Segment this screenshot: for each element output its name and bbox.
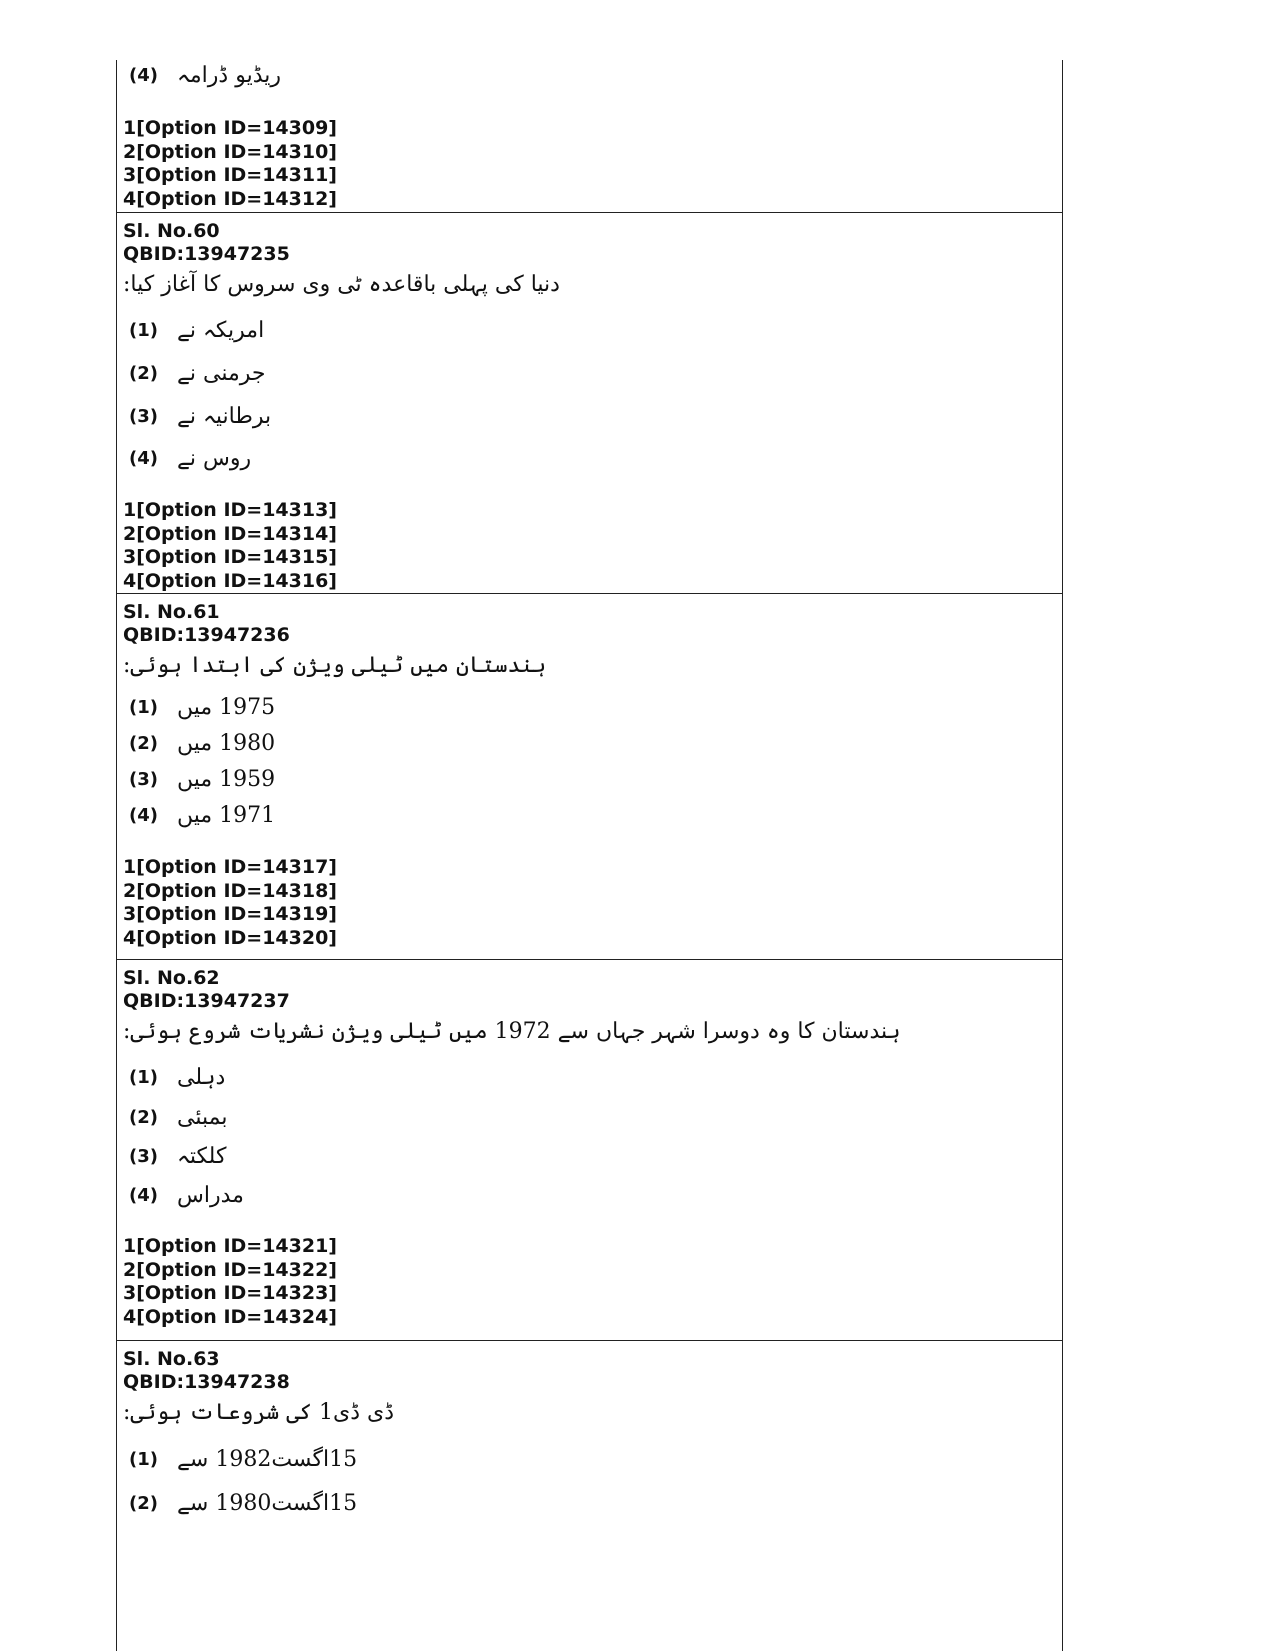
option-number: (2) (129, 1492, 158, 1514)
option-row (129, 401, 271, 431)
option-text: کلکتہ (177, 1143, 227, 1169)
option-id-list (123, 856, 337, 950)
option-id: 1[Option ID=14309] (123, 117, 337, 139)
option-id: 4[Option ID=14316] (123, 569, 337, 592)
option-text: 15اگست1982 سے (177, 1446, 358, 1472)
qbid: QBID:13947235 (123, 243, 290, 265)
question-text: ڈی ڈی1 کی شروعات ہوئی: (123, 1400, 395, 1425)
option-row (129, 728, 275, 758)
option-row (129, 1102, 227, 1132)
option-row (129, 692, 275, 722)
option-row (129, 1141, 226, 1171)
option-number: (3) (129, 405, 158, 427)
option-text: بمبئی (177, 1104, 228, 1130)
question-block-partial (117, 60, 1062, 213)
option-id: 2[Option ID=14322] (123, 1258, 337, 1281)
question-text: دنیا کی پہلی باقاعدہ ٹی وی سروس کا آغاز کیا: (123, 272, 560, 297)
option-id: 2[Option ID=14318] (123, 879, 337, 902)
option-row (129, 60, 281, 90)
option-number: (2) (129, 1106, 158, 1128)
question-block-62 (117, 960, 1062, 1341)
option-number: (4) (129, 1184, 158, 1206)
option-number: (1) (129, 1448, 158, 1470)
option-text: امریکہ نے (177, 317, 265, 343)
option-id: 1[Option ID=14321] (123, 1235, 337, 1257)
question-block-61 (117, 594, 1062, 960)
option-id: 4[Option ID=14324] (123, 1305, 337, 1328)
option-id: 3[Option ID=14323] (123, 1282, 337, 1304)
qbid: QBID:13947238 (123, 1371, 290, 1393)
option-row (129, 443, 251, 473)
option-row (129, 800, 275, 830)
option-id-list (123, 117, 337, 211)
question-text: ہندستان میں ٹیلی ویژن کی ابتدا ہوئی: (123, 653, 547, 678)
question-sheet (116, 60, 1063, 1651)
option-text: 1959 میں (177, 766, 276, 792)
option-row (129, 1444, 357, 1474)
option-id: 4[Option ID=14320] (123, 926, 337, 949)
option-number: (3) (129, 1145, 158, 1167)
serial-number: Sl. No.61 (123, 601, 220, 623)
option-id: 2[Option ID=14310] (123, 140, 337, 163)
option-text: 15اگست1980 سے (177, 1490, 358, 1516)
option-text: 1975 میں (177, 694, 276, 720)
option-number: (2) (129, 362, 158, 384)
serial-number: Sl. No.63 (123, 1348, 220, 1370)
option-row (129, 1488, 357, 1518)
option-id-list (123, 499, 337, 593)
option-number: (4) (129, 64, 158, 86)
serial-number: Sl. No.60 (123, 220, 220, 242)
option-text: دہلی (177, 1064, 226, 1090)
option-number: (2) (129, 732, 158, 754)
serial-number: Sl. No.62 (123, 967, 220, 989)
option-number: (1) (129, 319, 158, 341)
option-text: مدراس (177, 1182, 244, 1208)
qbid: QBID:13947236 (123, 624, 290, 646)
option-number: (4) (129, 804, 158, 826)
option-row (129, 1062, 225, 1092)
question-block-60 (117, 213, 1062, 594)
option-id: 4[Option ID=14312] (123, 187, 337, 210)
option-row (129, 358, 266, 388)
option-text: 1980 میں (177, 730, 276, 756)
option-id: 1[Option ID=14317] (123, 856, 337, 878)
option-number: (1) (129, 1066, 158, 1088)
option-id: 2[Option ID=14314] (123, 522, 337, 545)
option-text: جرمنی نے (177, 360, 266, 386)
option-id-list (123, 1235, 337, 1329)
option-text: برطانیہ نے (177, 403, 272, 429)
option-id: 3[Option ID=14319] (123, 903, 337, 925)
question-block-63 (117, 1341, 1062, 1641)
qbid: QBID:13947237 (123, 990, 290, 1012)
option-number: (1) (129, 696, 158, 718)
option-text: ریڈیو ڈرامہ (177, 62, 281, 88)
option-text: روس نے (177, 445, 252, 471)
option-id: 3[Option ID=14311] (123, 164, 337, 186)
option-row (129, 764, 275, 794)
option-row (129, 315, 264, 345)
option-text: 1971 میں (177, 802, 276, 828)
question-text: ہندستان کا وہ دوسرا شہر جہاں سے 1972 میں ٹیلی ویژن نشریات شروع ہوئی: (123, 1019, 901, 1044)
option-id: 3[Option ID=14315] (123, 546, 337, 568)
option-id: 1[Option ID=14313] (123, 499, 337, 521)
option-number: (3) (129, 768, 158, 790)
option-row (129, 1180, 244, 1210)
option-number: (4) (129, 447, 158, 469)
